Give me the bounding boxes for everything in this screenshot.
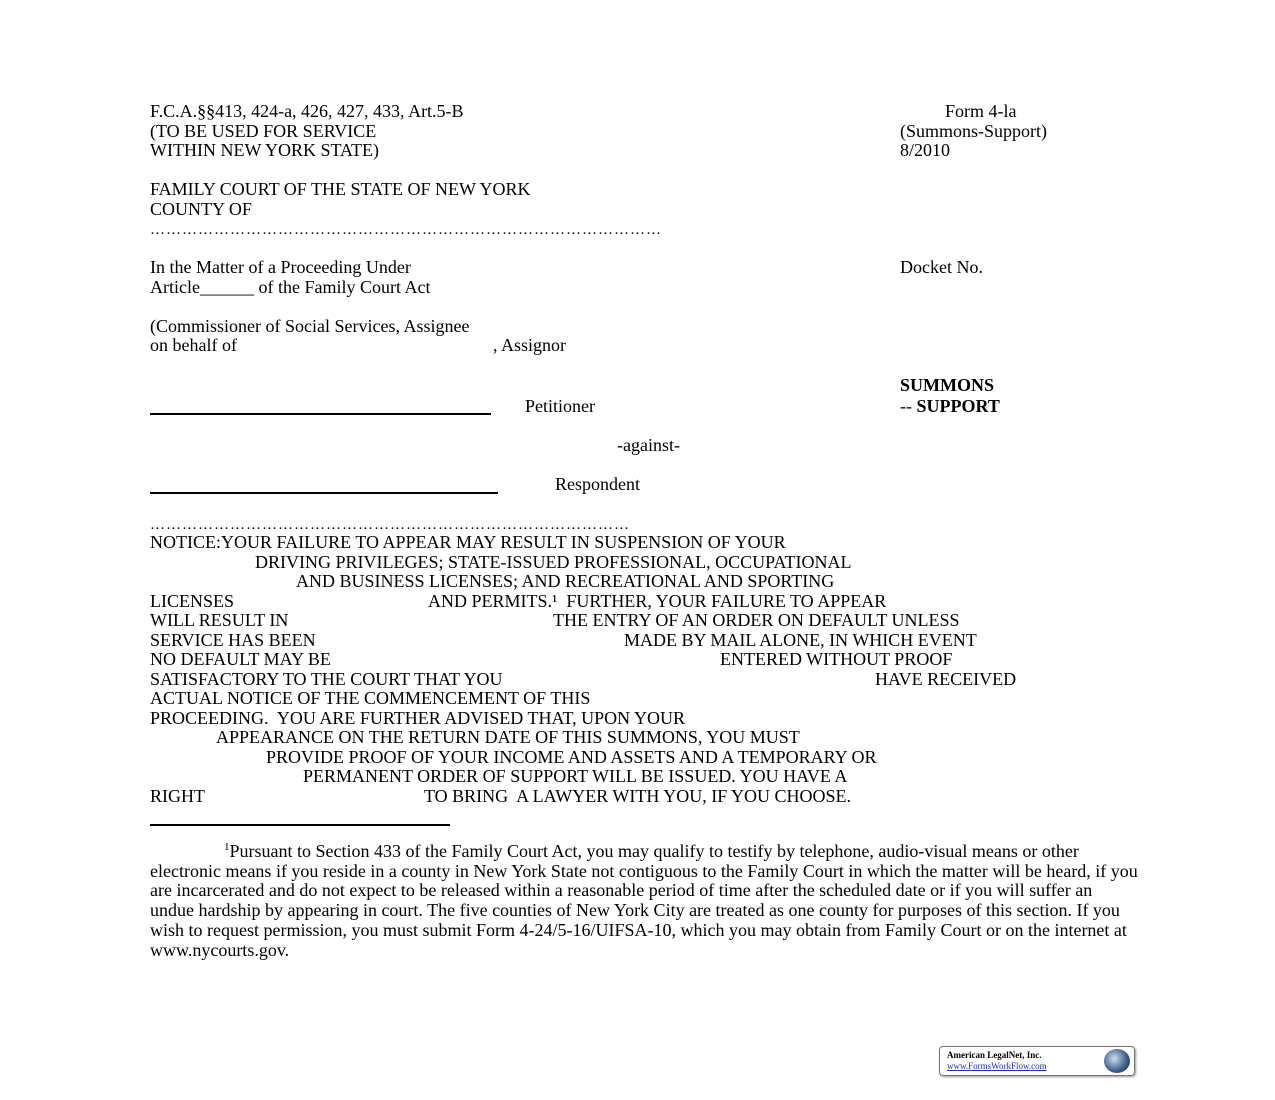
- statutes: F.C.A.§§413, 424-a, 426, 427, 433, Art.5-B: [150, 101, 464, 121]
- notice-line-segment: APPEARANCE ON THE RETURN DATE OF THIS SUMMONS, YOU MUST: [216, 727, 800, 747]
- notice-line-segment: NOTICE:YOUR FAILURE TO APPEAR MAY RESULT IN SUSPENSION OF YOUR: [150, 532, 786, 552]
- form-number: Form 4-la: [945, 101, 1017, 121]
- notice-line-segment: PROVIDE PROOF OF YOUR INCOME AND ASSETS AND A TEMPORARY OR: [266, 747, 877, 767]
- footnote: [150, 842, 1140, 960]
- notice-line-segment: PROCEEDING. YOU ARE FURTHER ADVISED THAT, UPON YOUR: [150, 708, 685, 728]
- against-label: -against-: [617, 435, 680, 455]
- notice-line-segment: AND PERMITS.¹ FURTHER, YOUR FAILURE TO APPEAR: [428, 591, 887, 611]
- notice-line-segment: THE ENTRY OF AN ORDER ON DEFAULT UNLESS: [553, 610, 960, 630]
- form-name: (Summons-Support): [900, 121, 1048, 141]
- dash: --: [900, 396, 917, 416]
- footnote-rule: [150, 824, 450, 826]
- county-label: COUNTY OF: [150, 199, 252, 219]
- notice-line-segment: WILL RESULT IN: [150, 610, 289, 630]
- notice-line-segment: ACTUAL NOTICE OF THE COMMENCEMENT OF THIS: [150, 688, 591, 708]
- assignee-line2-a: on behalf of: [150, 335, 237, 355]
- logo-url[interactable]: www.FormsWorkFlow.com: [947, 1061, 1047, 1071]
- petitioner-line: [150, 413, 491, 415]
- service-note-line2: WITHIN NEW YORK STATE): [150, 140, 380, 160]
- summons-title: SUMMONS: [900, 375, 994, 395]
- notice-line-segment: HAVE RECEIVED: [875, 669, 1017, 689]
- assignee-line2-b: , Assignor: [493, 335, 567, 355]
- matter-line1: In the Matter of a Proceeding Under: [150, 257, 411, 277]
- respondent-line: [150, 492, 498, 494]
- logo-name: American LegalNet, Inc.: [947, 1050, 1042, 1060]
- petitioner-label: Petitioner: [525, 396, 595, 416]
- support-label: SUPPORT: [916, 396, 1000, 416]
- notice-line-segment: AND BUSINESS LICENSES; AND RECREATIONAL AND SPORTING: [296, 571, 835, 591]
- notice-line-segment: SERVICE HAS BEEN: [150, 630, 316, 650]
- separator: ……………………………………………………………………………………: [150, 222, 662, 238]
- separator: ………………………………………………………………………………: [150, 517, 630, 533]
- service-note-line1: (TO BE USED FOR SERVICE: [150, 121, 377, 141]
- notice-line-segment: NO DEFAULT MAY BE: [150, 649, 331, 669]
- form-date: 8/2010: [900, 140, 951, 160]
- footnote-text: Pursuant to Section 433 of the Family Court Act, you may qualify to testify by telephone, audio-visual means or other electronic means if you reside in a county in New York State not contiguous to the Family Court in which the matter will be heard, if you are incarcerated and do not expect to be released within a reasonable period of time after the scheduled date or if you will suffer an undue hardship by appearing in court. The five counties of New York City are treated as one county for purposes of this section. If you wish to request permission, you must submit Form 4-24/5-16/UIFSA-10, which you may obtain from Family Court or on the internet at www.nycourts.gov.: [150, 841, 1138, 960]
- globe-icon: [1104, 1049, 1130, 1073]
- respondent-label: Respondent: [555, 474, 640, 494]
- court-name: FAMILY COURT OF THE STATE OF NEW YORK: [150, 179, 531, 199]
- notice-line-segment: MADE BY MAIL ALONE, IN WHICH EVENT: [624, 630, 977, 650]
- notice-line-segment: SATISFACTORY TO THE COURT THAT YOU: [150, 669, 503, 689]
- notice-line-segment: PERMANENT ORDER OF SUPPORT WILL BE ISSUED. YOU HAVE A: [303, 766, 848, 786]
- notice-line-segment: RIGHT: [150, 786, 205, 806]
- assignee-line1: (Commissioner of Social Services, Assignee: [150, 316, 470, 336]
- publisher-logo: [939, 1046, 1135, 1076]
- matter-line2: Article______ of the Family Court Act: [150, 277, 431, 297]
- notice-line-segment: ENTERED WITHOUT PROOF: [720, 649, 953, 669]
- notice-line-segment: DRIVING PRIVILEGES; STATE-ISSUED PROFESSIONAL, OCCUPATIONAL: [255, 552, 852, 572]
- notice-line-segment: LICENSES: [150, 591, 235, 611]
- summons-subtitle: [900, 396, 1000, 416]
- docket-label: Docket No.: [900, 257, 983, 277]
- notice-line-segment: TO BRING A LAWYER WITH YOU, IF YOU CHOOSE.: [424, 786, 852, 806]
- footnote-marker: 1: [224, 841, 230, 853]
